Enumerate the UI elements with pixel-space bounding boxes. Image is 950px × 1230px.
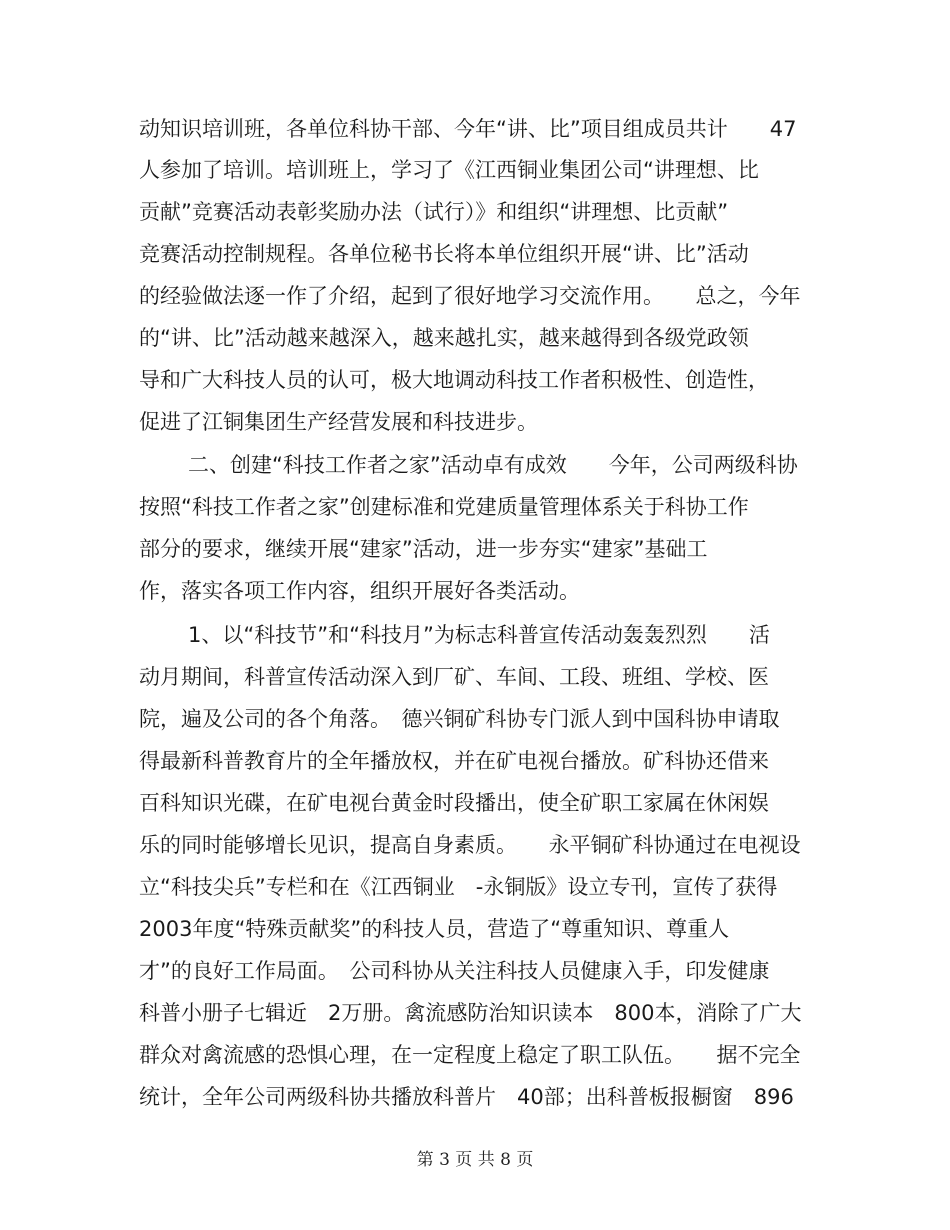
text-line-20: 2003年度“特殊贡献奖”的科技人员，营造了“尊重知识、尊重人 <box>139 917 730 941</box>
text-line-1: 动知识培训班，各单位科协干部、今年“讲、比”项目组成员共计 47 <box>139 117 797 141</box>
text-line-15: 院，遍及公司的各个角落。 德兴铜矿科协专门派人到中国科协申请取 <box>139 707 780 731</box>
text-line-22: 科普小册子七辑近 2万册。禽流感防治知识读本 800本，消除了广大 <box>139 1001 802 1025</box>
text-line-10: 按照“科技工作者之家”创建标准和党建质量管理体系关于科协工作 <box>139 495 749 519</box>
text-line-8: 促进了江铜集团生产经营发展和科技进步。 <box>139 410 538 434</box>
text-line-17: 百科知识光碟，在矿电视台黄金时段播出，使全矿职工家属在休闲娱 <box>139 791 769 815</box>
text-line-24: 统计，全年公司两级科协共播放科普片 40部；出科普板报橱窗 896 <box>139 1085 794 1109</box>
text-line-4: 竞赛活动控制规程。各单位秘书长将本单位组织开展“讲、比”活动 <box>139 242 749 266</box>
text-line-2: 人参加了培训。培训班上，学习了《江西铜业集团公司“讲理想、比 <box>139 158 759 182</box>
text-line-21: 才”的良好工作局面。 公司科协从关注科技人员健康入手，印发健康 <box>139 959 770 983</box>
text-line-14: 动月期间，科普宣传活动深入到厂矿、车间、工段、班组、学校、医 <box>139 665 769 689</box>
text-line-3: 贡献”竞赛活动表彰奖励办法（试行）》和组织“讲理想、比贡献” <box>139 200 729 224</box>
text-line-18: 乐的同时能够增长见识，提高自身素质。 永平铜矿科协通过在电视设 <box>139 833 801 857</box>
text-line-11: 部分的要求，继续开展“建家”活动，进一步夯实“建家”基础工 <box>139 537 708 561</box>
page-number-footer: 第 3 页 共 8 页 <box>416 1150 534 1170</box>
text-line-19: 立“科技尖兵”专栏和在《江西铜业 -永铜版》设立专刊，宣传了获得 <box>139 875 778 899</box>
subsection-heading-1: 1、以“科技节”和“科技月”为标志科普宣传活动轰轰烈烈 活 <box>188 623 770 647</box>
text-line-6: 的“讲、比”活动越来越深入，越来越扎实，越来越得到各级党政领 <box>139 326 749 350</box>
text-line-5: 的经验做法逐一作了介绍，起到了很好地学习交流作用。 总之，今年 <box>139 284 801 308</box>
text-line-7: 导和广大科技人员的认可，极大地调动科技工作者积极性、创造性， <box>139 368 769 392</box>
text-line-12: 作，落实各项工作内容，组织开展好各类活动。 <box>139 579 580 603</box>
text-line-16: 得最新科普教育片的全年播放权，并在矿电视台播放。矿科协还借来 <box>139 749 769 773</box>
text-line-23: 群众对禽流感的恐惧心理，在一定程度上稳定了职工队伍。 据不完全 <box>139 1043 801 1067</box>
section-heading-2: 二、创建“科技工作者之家”活动卓有成效 今年，公司两级科协 <box>188 453 798 477</box>
